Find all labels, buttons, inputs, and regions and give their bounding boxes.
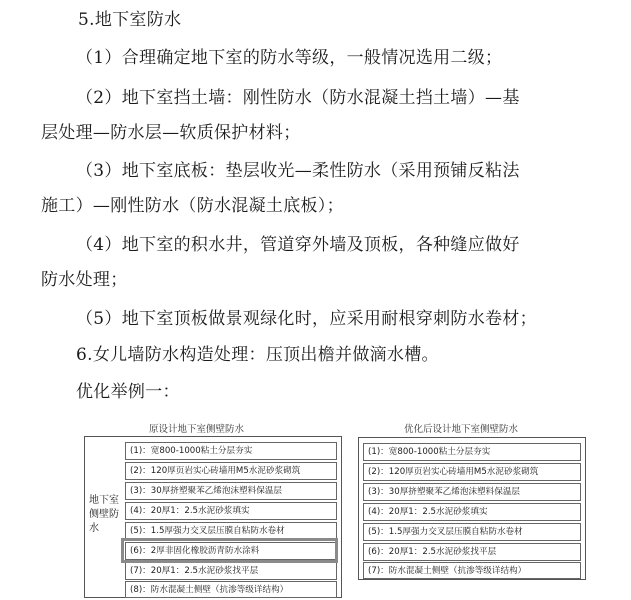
right-table-row: (3)：30厚挤塑聚苯乙烯泡沫塑料保温层: [363, 483, 581, 501]
right-table-row: (2)：120厚页岩实心砖墙用M5水泥砂浆砌筑: [363, 463, 581, 481]
paragraph-item-5: （5）地下室顶板做景观绿化时，应采用耐根穿刺防水卷材；: [76, 309, 537, 329]
right-table-row: (4)：20厚1：2.5水泥砂浆填实: [363, 503, 581, 521]
right-table-row: (1)：宽800-1000粘土分层夯实: [363, 443, 581, 461]
paragraph-item-1: （1）合理确定地下室的防水等级，一般情况选用二级；: [76, 48, 503, 68]
right-table-row: (7)：防水混凝土侧壁（抗渗等级详结构）: [363, 562, 581, 579]
paragraph-item-4-line-1: （4）地下室的积水井，管道穿外墙及顶板，各种缝应做好: [76, 235, 520, 255]
left-table-row: (5)：1.5厚强力交叉层压膜自粘防水卷材: [125, 522, 337, 540]
right-table: [358, 437, 586, 580]
left-table-row: (2)：120厚页岩实心砖墙用M5水泥砂浆砌筑: [125, 462, 337, 480]
left-table-row: (1)：宽800-1000粘土分层夯实: [125, 442, 337, 460]
left-table-row-highlighted: (6)：2厚非固化橡胶沥青防水涂料: [125, 542, 337, 560]
paragraph-item-2-line-1: （2）地下室挡土墙：刚性防水（防水混凝土挡土墙）—基: [76, 88, 520, 108]
right-table-row: (6)：20厚1：2.5水泥砂浆找平层: [363, 543, 581, 561]
left-table-row: (3)：30厚挤塑聚苯乙烯泡沫塑料保温层: [125, 482, 337, 500]
example-label: 优化举例一：: [76, 382, 180, 402]
left-table: [84, 436, 342, 598]
right-table-title: 优化后设计地下室侧壁防水: [404, 424, 519, 435]
left-table-title: 原设计地下室侧壁防水: [149, 424, 245, 435]
section-heading-5: 5.地下室防水: [78, 10, 182, 30]
paragraph-item-4-line-2: 防水处理；: [41, 270, 128, 290]
section-heading-6: 6.女儿墙防水构造处理：压顶出檐并做滴水槽。: [76, 345, 439, 365]
highlight-box: [121, 538, 338, 563]
left-table-row: (8)：防水混凝土侧壁（抗渗等级详结构）: [125, 581, 337, 598]
paragraph-item-3-line-2: 施工）—刚性防水（防水混凝土底板）；: [41, 196, 344, 216]
left-table-side-label: 地下室 侧壁防 水: [89, 495, 119, 534]
paragraph-item-2-line-2: 层处理—防水层—软质保护材料；: [41, 123, 301, 143]
right-table-row: (5)：1.5厚强力交叉层压膜自粘防水卷材: [363, 523, 581, 541]
paragraph-item-3-line-1: （3）地下室底板：垫层收光—柔性防水（采用预铺反粘法: [76, 161, 520, 181]
left-table-row: (7)：20厚1：2.5水泥砂浆找平层: [125, 562, 337, 580]
left-table-row: (4)：20厚1：2.5水泥砂浆填实: [125, 502, 337, 520]
